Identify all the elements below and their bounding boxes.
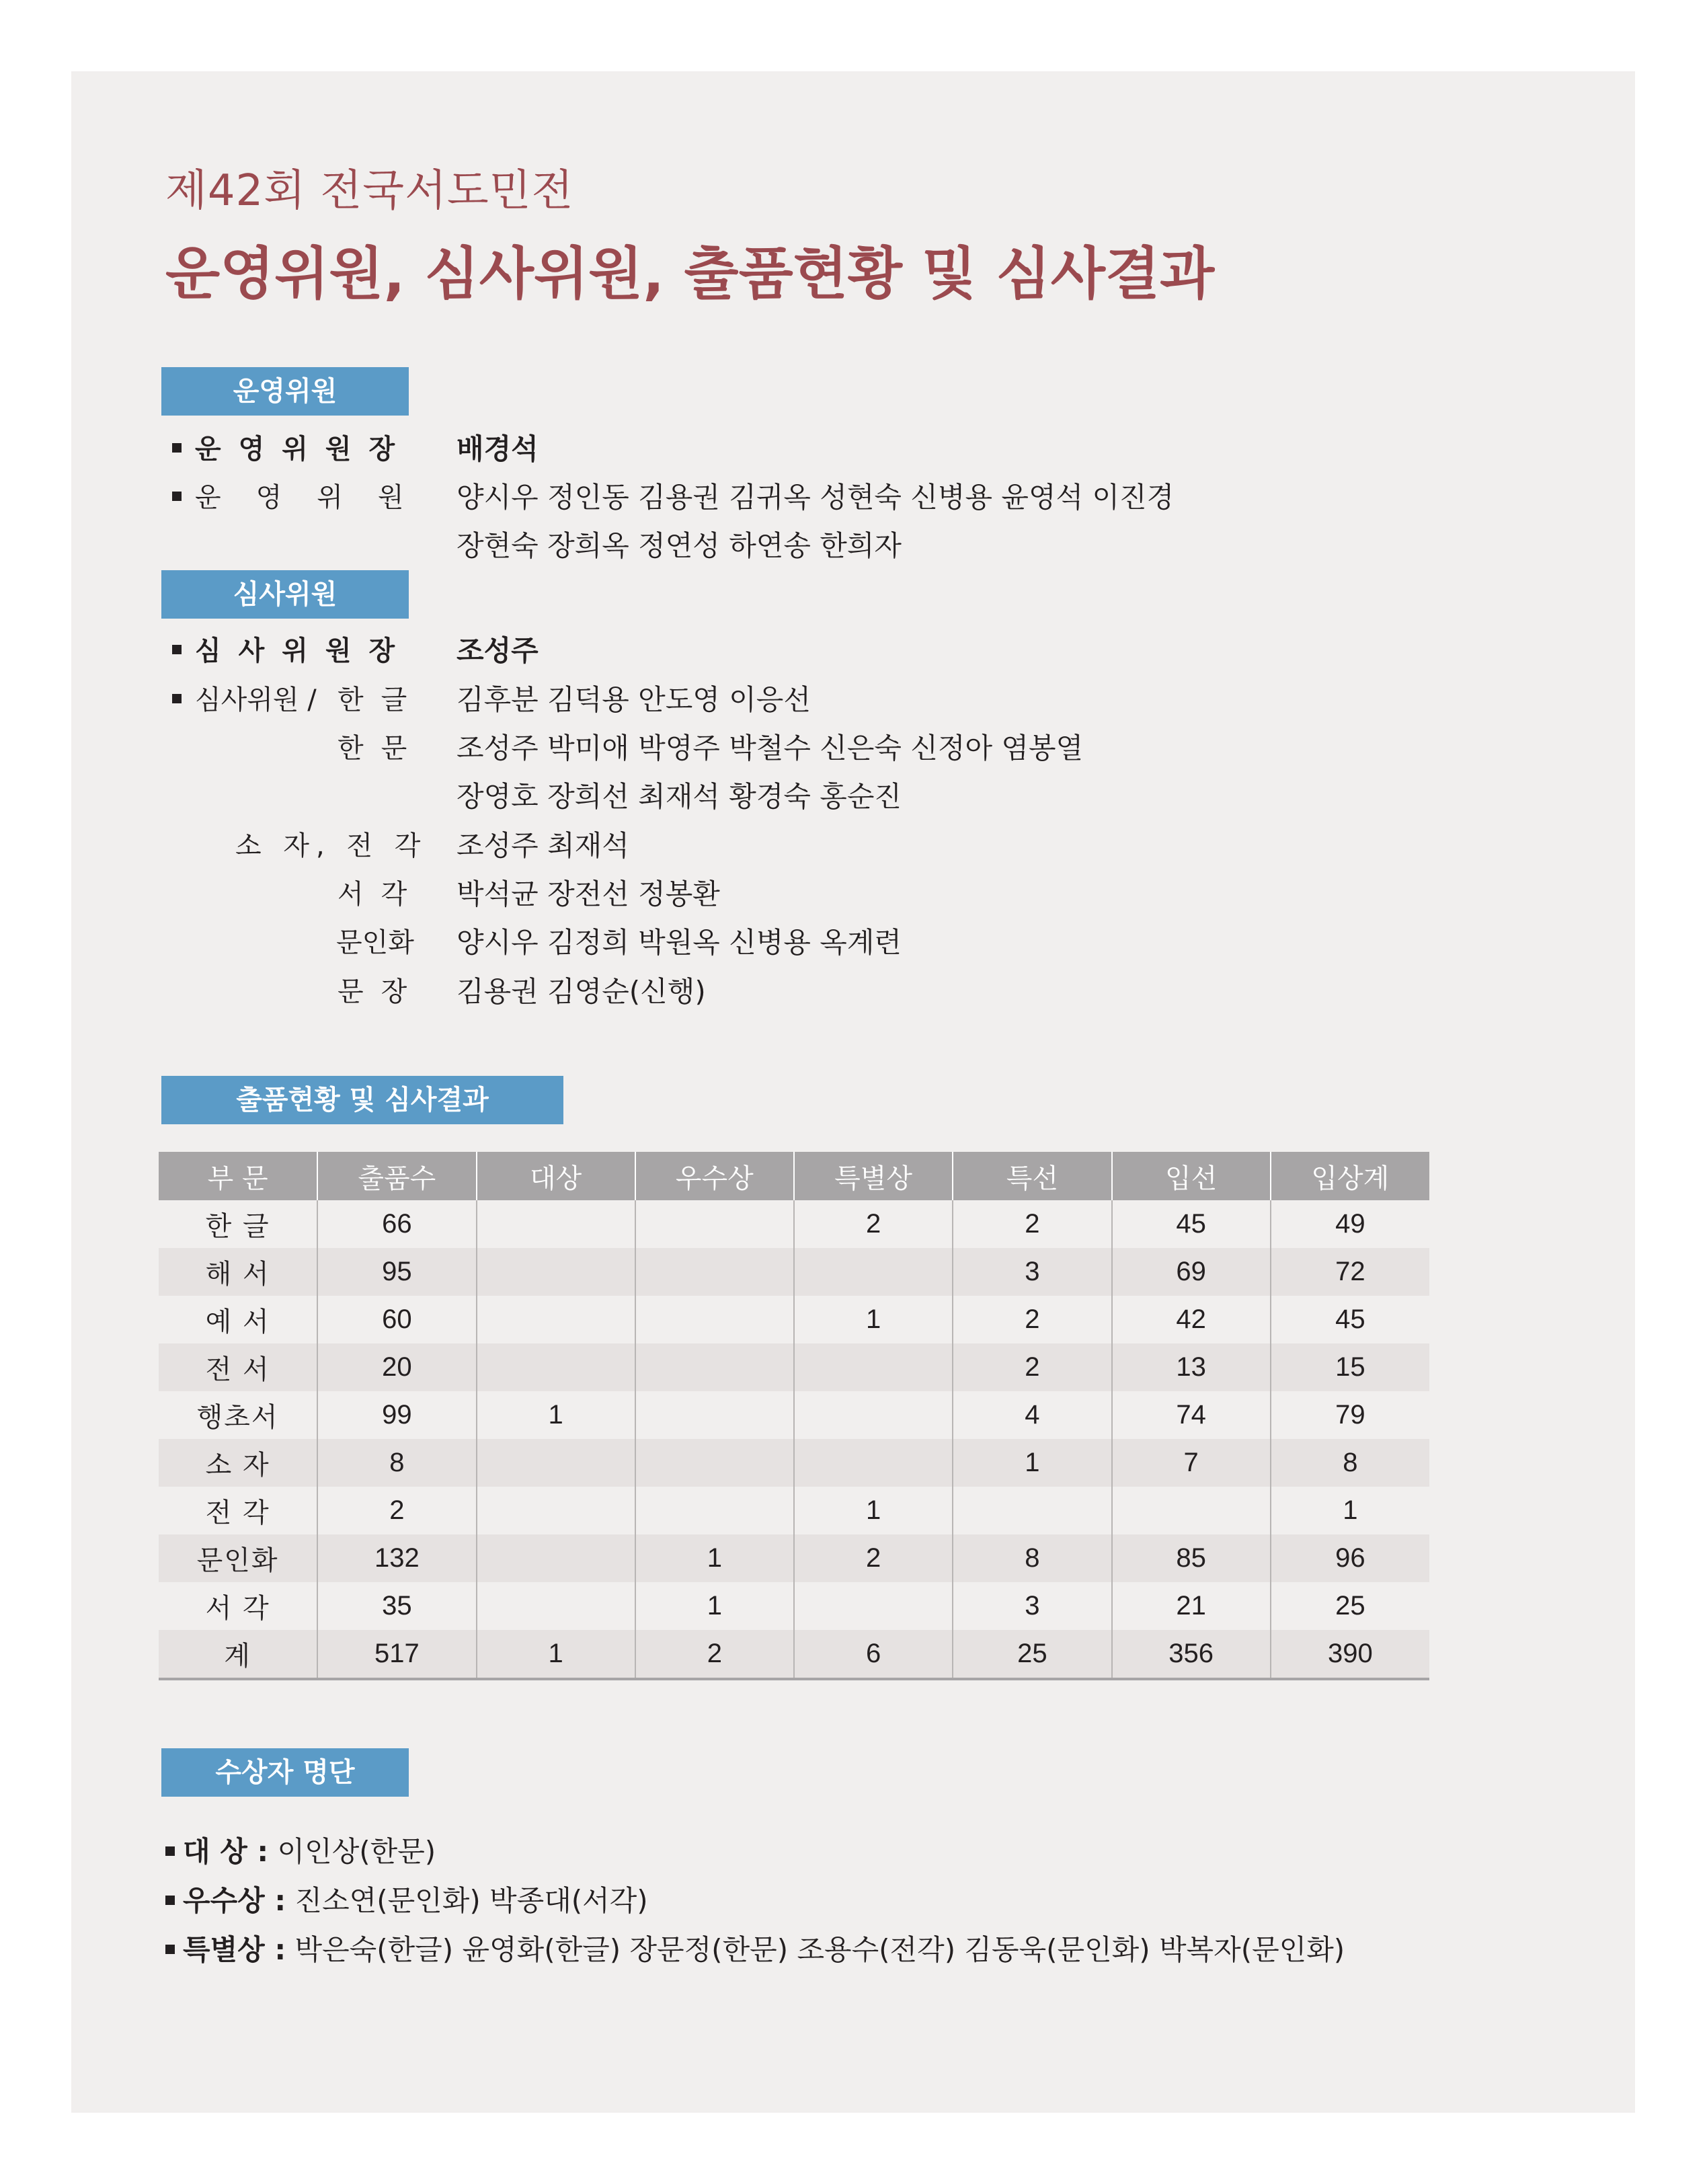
square-bullet-icon [165, 1846, 175, 1856]
table-cell: 95 [317, 1248, 476, 1296]
table-cell: 35 [317, 1582, 476, 1630]
table-cell: 문인화 [159, 1534, 317, 1582]
table-cell [1112, 1487, 1271, 1534]
table-cell: 1 [1343, 1495, 1358, 1525]
table-cell [953, 1487, 1111, 1534]
winners-special-row [165, 1930, 1345, 1970]
table-cell: 390 [1271, 1630, 1429, 1679]
operating-chair-name: 배경석 [456, 432, 539, 465]
table-cell [635, 1439, 794, 1487]
table-cell [477, 1343, 635, 1391]
table-cell [477, 1200, 635, 1248]
table-cell: 356 [1112, 1630, 1271, 1679]
operating-chair-row-bullet [172, 430, 190, 468]
square-bullet-icon [172, 443, 182, 453]
table-cell: 2 [635, 1630, 794, 1679]
table-cell: 45 [1335, 1304, 1365, 1334]
judges-seogak-names: 박석균 장전선 정봉환 [456, 878, 720, 910]
judges-bullet [172, 681, 190, 719]
judges-soja-label: 소 자, 전 각 [235, 830, 428, 861]
column-header: 우수상 [635, 1152, 794, 1200]
table-cell: 60 [317, 1296, 476, 1343]
table-cell [635, 1487, 794, 1534]
table-cell: 1 [635, 1582, 794, 1630]
table-cell: 행초서 [159, 1391, 317, 1439]
column-header: 특선 [953, 1152, 1111, 1200]
table-cell: 계 [159, 1630, 317, 1679]
table-cell: 8 [1271, 1439, 1429, 1487]
table-cell: 21 [1112, 1582, 1271, 1630]
table-cell [477, 1582, 635, 1630]
page-subtitle: 제42회 전국서도민전 [165, 166, 574, 216]
column-header: 출품수 [317, 1152, 476, 1200]
table-cell: 79 [1335, 1400, 1365, 1430]
operating-members-line2: 장현숙 장희옥 정연성 하연송 한희자 [456, 529, 902, 562]
winners-excellence-row [165, 1881, 648, 1921]
table-cell: 7 [1112, 1439, 1271, 1487]
table-cell: 예 서 [159, 1296, 317, 1343]
results-table-header-row [159, 1152, 1429, 1200]
table-cell: 99 [317, 1391, 476, 1439]
table-cell: 해 서 [159, 1248, 317, 1296]
table-cell: 20 [317, 1343, 476, 1391]
table-total-row [159, 1630, 1429, 1679]
table-cell [635, 1343, 794, 1391]
square-bullet-icon [172, 645, 182, 654]
winners-grand-label: 대 상 : [183, 1835, 269, 1868]
table-cell: 8 [317, 1439, 476, 1487]
table-cell: 1 [477, 1630, 635, 1679]
judges-munjang-label: 문장 [338, 976, 425, 1007]
table-cell: 1 [794, 1296, 953, 1343]
table-cell [635, 1248, 794, 1296]
table-cell: 132 [317, 1534, 476, 1582]
table-row [159, 1487, 1429, 1534]
results-table [159, 1152, 1429, 1680]
operating-members-line1: 양시우 정인동 김용권 김귀옥 성현숙 신병용 윤영석 이진경 [456, 481, 1175, 514]
table-row [159, 1200, 1429, 1248]
operating-chair-label: 운영위원장 [195, 434, 413, 465]
judges-munjang-names: 김용권 김영순(신행) [456, 975, 706, 1008]
column-header: 부 문 [159, 1152, 317, 1200]
table-cell: 1 [953, 1439, 1111, 1487]
table-cell [477, 1534, 635, 1582]
judging-chair-name: 조성주 [456, 634, 539, 667]
winners-special-label: 특별상 : [183, 1933, 286, 1966]
table-cell: 2 [953, 1200, 1111, 1248]
table-cell: 49 [1335, 1209, 1365, 1239]
judging-chair-bullet [172, 632, 190, 670]
table-cell: 소 자 [159, 1439, 317, 1487]
section-results-header: 출품현황 및 심사결과 [161, 1076, 563, 1124]
table-cell: 서 각 [159, 1582, 317, 1630]
table-cell [477, 1296, 635, 1343]
judges-hanmun-label: 한문 [338, 733, 425, 764]
judges-hangul-label: 한글 [338, 685, 425, 715]
table-row [159, 1343, 1429, 1391]
table-cell: 전 서 [159, 1343, 317, 1391]
table-cell: 1 [477, 1391, 635, 1439]
section-judging-header: 심사위원 [161, 570, 409, 619]
table-cell: 8 [953, 1534, 1111, 1582]
table-cell [635, 1296, 794, 1343]
table-cell [635, 1200, 794, 1248]
table-cell [794, 1391, 953, 1439]
judges-hangul-names: 김후분 김덕용 안도영 이응선 [456, 683, 811, 716]
table-cell: 45 [1112, 1200, 1271, 1248]
table-cell [477, 1248, 635, 1296]
column-header: 입상계 [1271, 1152, 1429, 1200]
table-cell: 1 [794, 1487, 953, 1534]
judges-prefix: 심사위원 / [195, 685, 317, 715]
page-title: 운영위원, 심사위원, 출품현황 및 심사결과 [165, 241, 1215, 307]
column-header: 입선 [1112, 1152, 1271, 1200]
table-row [159, 1582, 1429, 1630]
table-row [159, 1296, 1429, 1343]
square-bullet-icon [172, 492, 182, 501]
table-cell: 25 [1335, 1591, 1365, 1621]
results-table-body [159, 1200, 1429, 1679]
table-cell: 1 [635, 1534, 794, 1582]
table-cell: 2 [794, 1534, 953, 1582]
table-cell: 3 [953, 1248, 1111, 1296]
operating-members-label: 운영위원 [195, 482, 439, 513]
winners-excellence-label: 우수상 : [183, 1884, 286, 1917]
judges-seogak-label: 서각 [338, 879, 425, 910]
table-cell: 한 글 [159, 1200, 317, 1248]
judges-soja-names: 조성주 최재석 [456, 829, 629, 862]
judging-chair-label: 심사위원장 [195, 635, 413, 666]
table-row [159, 1439, 1429, 1487]
winners-excellence-names: 진소연(문인화) 박종대(서각) [294, 1884, 648, 1917]
section-operating-header: 운영위원 [161, 367, 409, 416]
operating-members-bullet [172, 479, 190, 516]
table-cell: 13 [1112, 1343, 1271, 1391]
table-cell: 72 [1271, 1248, 1429, 1296]
judges-hanmun-line2: 장영호 장희선 최재석 황경숙 홍순진 [456, 780, 902, 813]
table-cell: 3 [953, 1582, 1111, 1630]
table-cell [477, 1487, 635, 1534]
square-bullet-icon [172, 694, 182, 703]
table-cell: 전 각 [159, 1487, 317, 1534]
table-cell: 6 [794, 1630, 953, 1679]
square-bullet-icon [165, 1945, 175, 1954]
section-winners-header: 수상자 명단 [161, 1748, 409, 1797]
winners-grand-row [165, 1832, 436, 1872]
table-cell: 25 [953, 1630, 1111, 1679]
column-header: 특별상 [794, 1152, 953, 1200]
table-cell: 96 [1271, 1534, 1429, 1582]
table-cell: 66 [317, 1200, 476, 1248]
table-cell: 2 [794, 1200, 953, 1248]
square-bullet-icon [165, 1896, 175, 1905]
table-cell: 85 [1112, 1534, 1271, 1582]
winners-special-names: 박은숙(한글) 윤영화(한글) 장문정(한문) 조용수(전각) 김동욱(문인화) 박복자(문인화) [294, 1933, 1345, 1966]
table-cell [794, 1248, 953, 1296]
table-cell [794, 1343, 953, 1391]
column-header: 대상 [477, 1152, 635, 1200]
table-cell [635, 1391, 794, 1439]
winners-grand-names: 이인상(한문) [277, 1835, 436, 1868]
table-row [159, 1391, 1429, 1439]
table-cell: 74 [1112, 1391, 1271, 1439]
table-cell: 2 [953, 1343, 1111, 1391]
judges-muninhwa-label: 문인화 [336, 927, 414, 958]
table-cell: 2 [953, 1296, 1111, 1343]
table-cell: 42 [1112, 1296, 1271, 1343]
table-cell: 517 [317, 1630, 476, 1679]
table-cell [477, 1439, 635, 1487]
table-row [159, 1248, 1429, 1296]
judges-hanmun-line1: 조성주 박미애 박영주 박철수 신은숙 신정아 염봉열 [456, 732, 1084, 765]
table-cell: 15 [1271, 1343, 1429, 1391]
table-cell: 2 [317, 1487, 476, 1534]
judges-muninhwa-names: 양시우 김정희 박원옥 신병용 옥계련 [456, 926, 902, 959]
table-cell [794, 1582, 953, 1630]
table-cell: 69 [1112, 1248, 1271, 1296]
table-row [159, 1534, 1429, 1582]
table-cell [794, 1439, 953, 1487]
table-cell: 4 [953, 1391, 1111, 1439]
